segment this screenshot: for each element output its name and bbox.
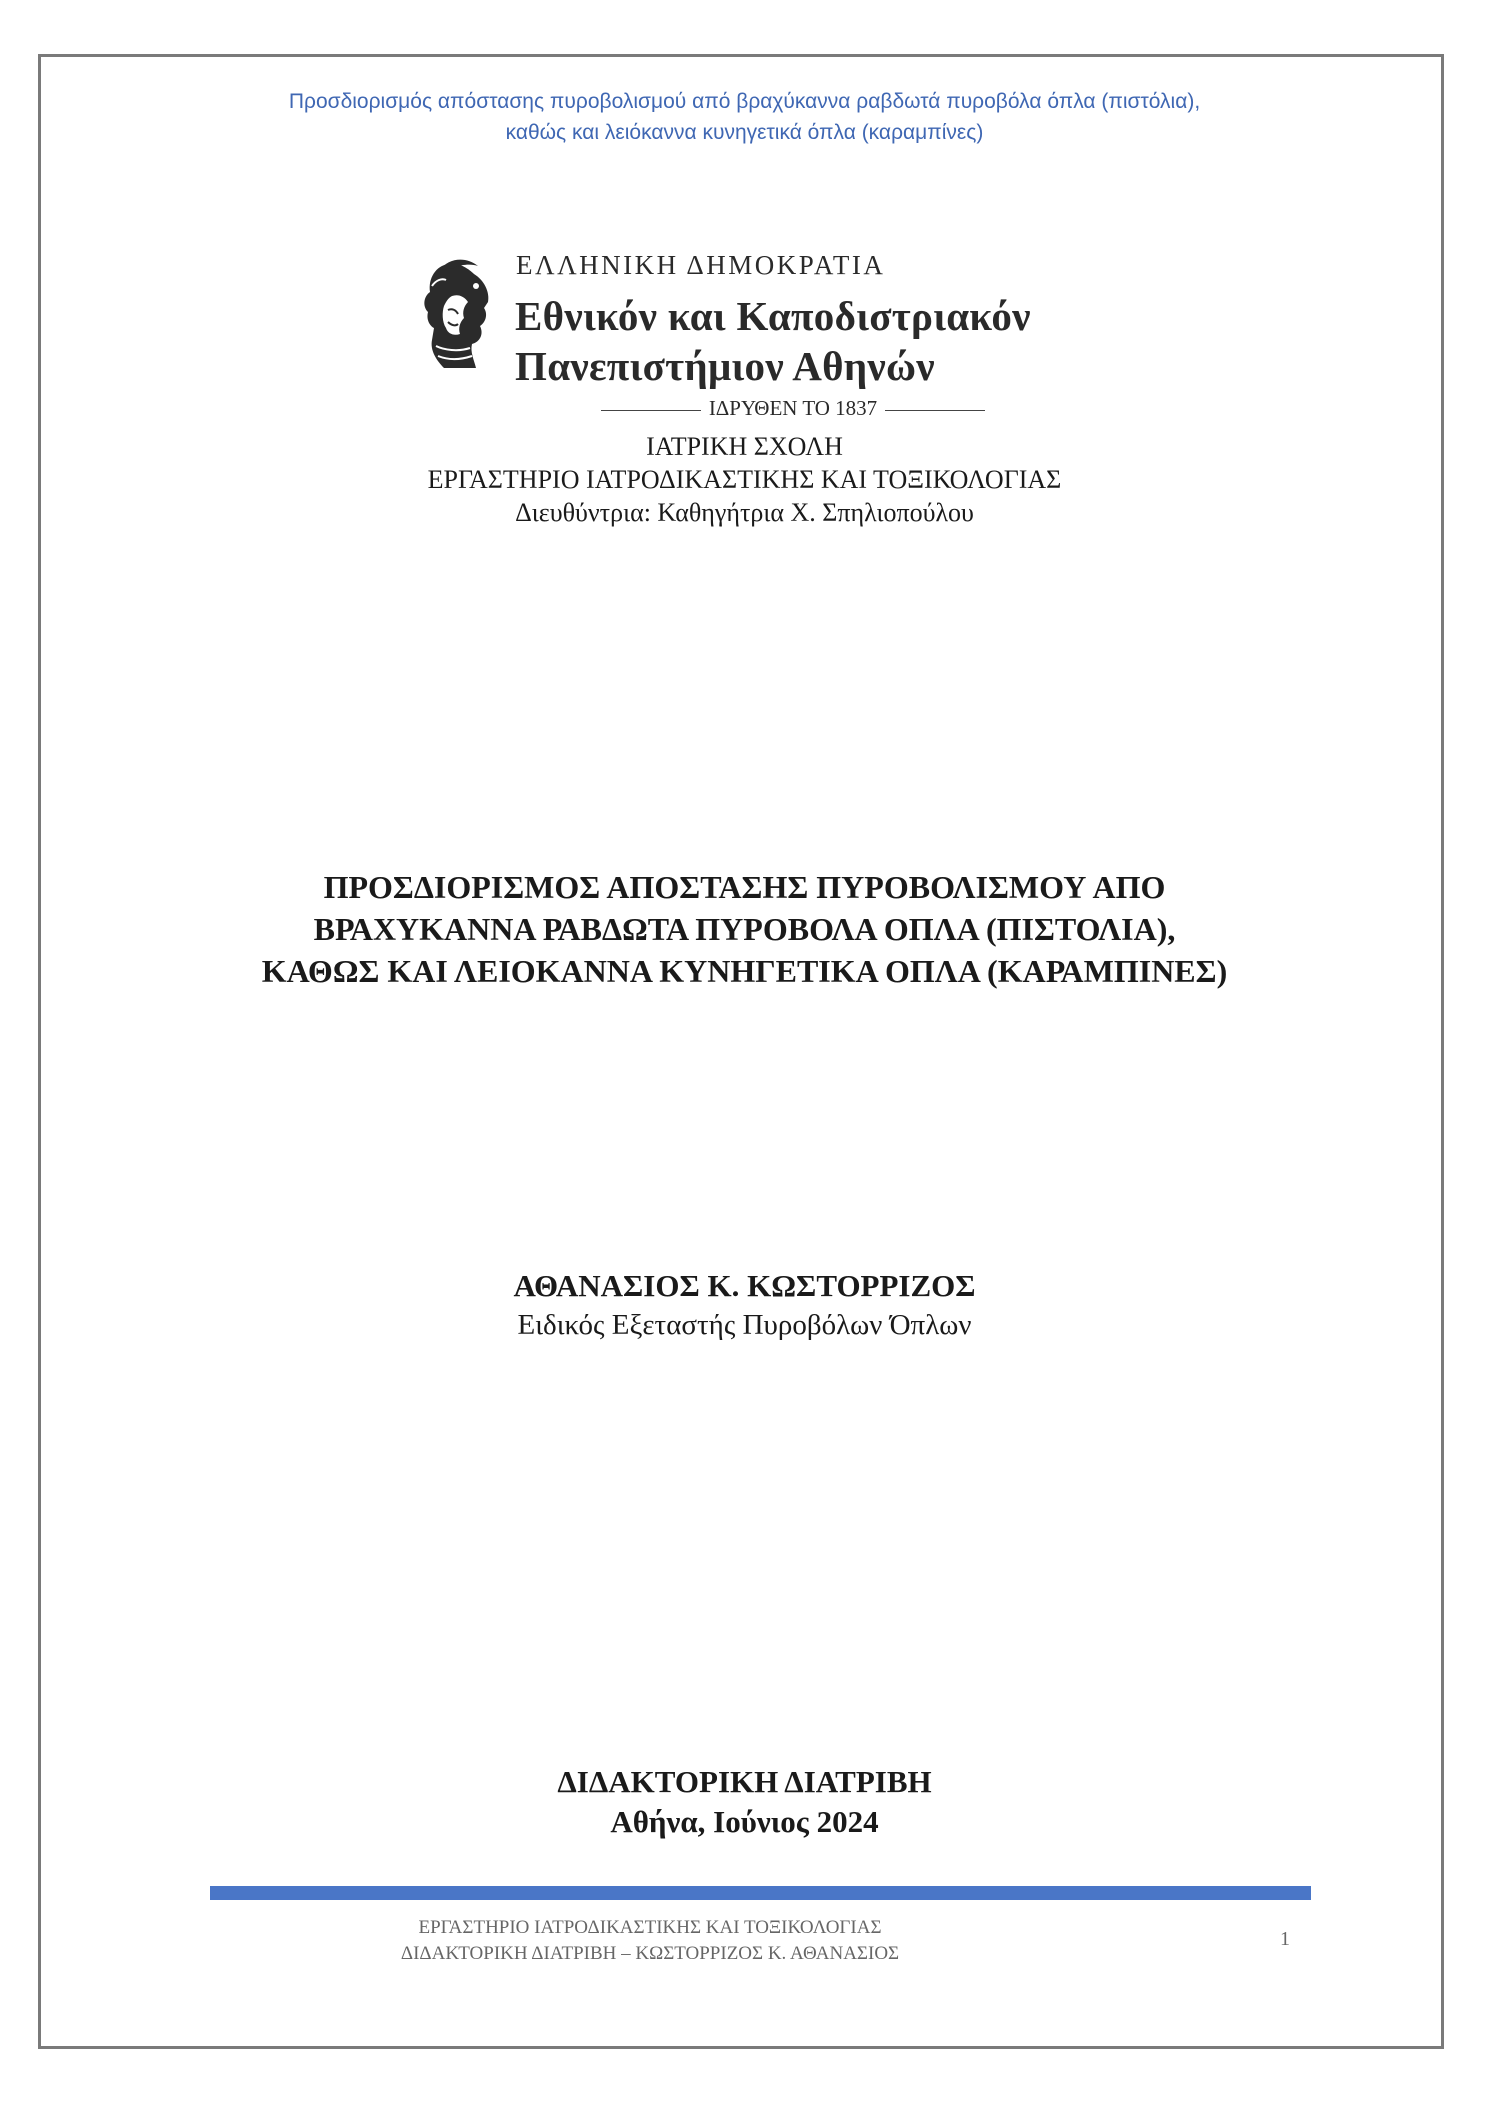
director-name: Διευθύντρια: Καθηγήτρια Χ. Σπηλιοπούλου [515,498,974,527]
running-header-line1: Προσδιορισμός απόστασης πυροβολισμού από βραχύκαννα ραβδωτά πυροβόλα όπλα (πιστόλια), [288,90,1201,113]
faculty-name: ΙΑΤΡΙΚΗ ΣΧΟΛΗ [646,432,843,461]
athena-helmet-icon [418,256,502,376]
footer-line1: ΕΡΓΑΣΤΗΡΙΟ ΙΑΤΡΟΔΙΚΑΣΤΙΚΗΣ ΚΑΙ ΤΟΞΙΚΟΛΟΓΙΑΣ [418,1917,882,1938]
logo-founded: ΙΔΡΥΘΕΝ ΤΟ 1837 [518,396,1068,421]
thesis-title-line3: ΚΑΘΩΣ ΚΑΙ ΛΕΙΟΚΑΝΝΑ ΚΥΝΗΓΕΤΙΚΑ ΟΠΛΑ (ΚΑΡΑΜΠΙΝΕΣ) [261,953,1228,989]
laboratory-name: ΕΡΓΑΣΤΗΡΙΟ ΙΑΤΡΟΔΙΚΑΣΤΙΚΗΣ ΚΑΙ ΤΟΞΙΚΟΛΟΓΙΑΣ [427,465,1062,494]
author-name: ΑΘΑΝΑΣΙΟΣ Κ. ΚΩΣΤΟΡΡΙΖΟΣ [513,1268,976,1303]
thesis-type: ΔΙΔΑΚΤΟΡΙΚΗ ΔΙΑΤΡΙΒΗ [557,1764,932,1799]
author-role: Ειδικός Εξεταστής Πυροβόλων Όπλων [517,1309,972,1341]
thesis-title-line2: ΒΡΑΧΥΚΑΝΝΑ ΡΑΒΔΩΤΑ ΠΥΡΟΒΟΛΑ ΟΠΛΑ (ΠΙΣΤΟΛΙΑ), [313,911,1176,947]
logo-university-line2: Πανεπιστήμιον Αθηνών [515,343,935,389]
logo-country-name: ΕΛΛΗΝΙΚΗ ΔΗΜΟΚΡΑΤΙΑ [516,250,886,280]
running-header [0,86,1489,148]
page-number: 1 [1280,1928,1290,1950]
running-header-line2: καθώς και λειόκαννα κυνηγετικά όπλα (καραμπίνες) [505,121,984,144]
footer-divider [210,1886,1311,1900]
thesis-title [0,866,1489,992]
author-block [0,1266,1489,1344]
thesis-title-line1: ΠΡΟΣΔΙΟΡΙΣΜΟΣ ΑΠΟΣΤΑΣΗΣ ΠΥΡΟΒΟΛΙΣΜΟΥ ΑΠΟ [323,869,1166,905]
thesis-place-date: Αθήνα, Ιούνιος 2024 [610,1804,879,1839]
footer-line2: ΔΙΔΑΚΤΟΡΙΚΗ ΔΙΑΤΡΙΒΗ – ΚΩΣΤΟΡΡΙΖΟΣ Κ. ΑΘΑΝΑΣΙΟΣ [400,1943,900,1964]
university-logo [418,250,1088,420]
footer-text [260,1915,1040,1967]
school-block [0,430,1489,529]
thesis-type-block [0,1762,1489,1842]
logo-university-line1: Εθνικόν και Καποδιστριακόν [515,293,1031,339]
